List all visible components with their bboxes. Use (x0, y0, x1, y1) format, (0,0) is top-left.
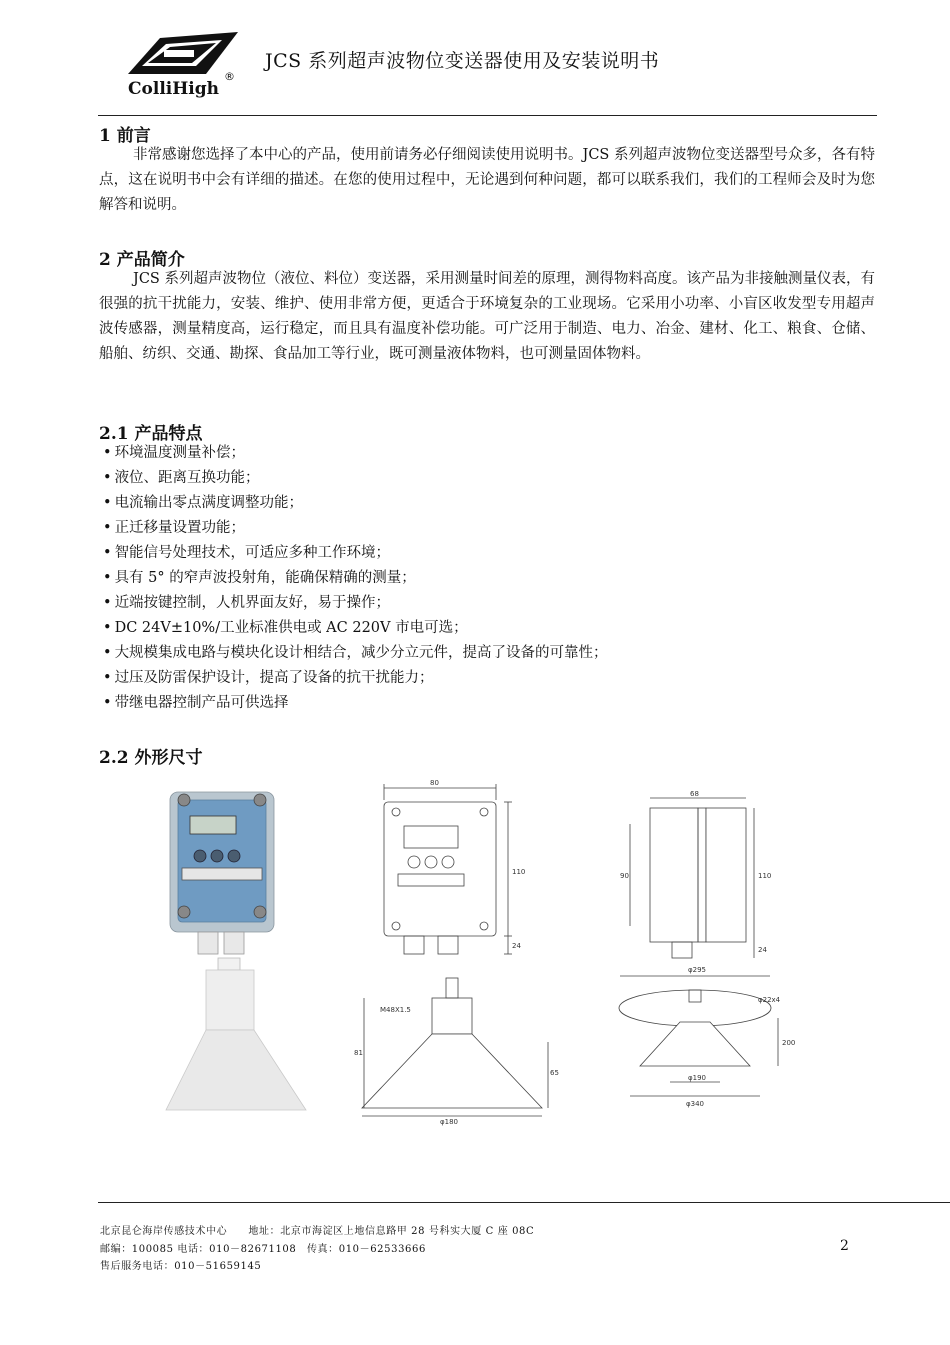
section-features-title: 2.1 产品特点 (99, 424, 203, 444)
footer-service: 售后服务电话：010－51659145 (100, 1261, 262, 1272)
footer-contact: 邮编：100085 电话：010－82671108 传真：010－62533666 (100, 1244, 426, 1255)
dim-bottom: φ340 (686, 1100, 704, 1108)
dim-front-height: 110 (512, 868, 526, 876)
list-item: • 带继电器控制产品可供选择 (103, 691, 608, 716)
dim-horn2-height: 200 (782, 1039, 796, 1047)
list-item: • 液位、距离互换功能； (103, 466, 608, 491)
dim-bolt: φ22x4 (758, 996, 781, 1004)
registered-mark: ® (224, 70, 235, 83)
dim-neck: φ190 (688, 1074, 706, 1082)
list-item: • 电流输出零点满度调整功能； (103, 491, 608, 516)
dim-front-bottom: 24 (512, 942, 521, 950)
transmitter-photo (170, 792, 274, 954)
colli-high-logo (126, 30, 241, 100)
dim-horn-dia: φ180 (440, 1118, 458, 1126)
dim-side-bottom: 24 (758, 946, 767, 954)
dimension-figure (160, 770, 810, 1130)
dim-horn-h1: 81 (354, 1049, 363, 1057)
dim-horn-h2: 65 (550, 1069, 559, 1077)
list-item: • 正迁移量设置功能； (103, 516, 608, 541)
section-intro-title: 2 产品简介 (99, 250, 185, 270)
list-item: • 大规模集成电路与模块化设计相结合，减少分立元件，提高了设备的可靠性； (103, 641, 608, 666)
section-preface-body: 非常感谢您选择了本中心的产品，使用前请务必仔细阅读使用说明书。JCS 系列超声波物位变送器型号众多，各有特点，这在说明书中会有详细的描述。在您的使用过程中，无论遇到何种问题，都可以联系我们，我们的工程师会及时为您解答和说明。 (99, 147, 875, 213)
document-title: JCS 系列超声波物位变送器使用及安装说明书 (265, 50, 660, 72)
sensor-horn-photo (166, 958, 306, 1110)
list-item: • DC 24V±10%/工业标准供电或 AC 220V 市电可选； (103, 616, 608, 641)
side-view-drawing (630, 798, 754, 958)
header-divider (98, 115, 877, 116)
section-preface-title: 1 前言 (99, 126, 151, 146)
dim-front-width: 80 (430, 779, 439, 787)
section-dimensions-title: 2.2 外形尺寸 (99, 748, 203, 768)
page-number: 2 (840, 1238, 849, 1254)
dim-side-inner: 90 (620, 872, 629, 880)
dim-side-height: 110 (758, 872, 772, 880)
footer-divider (98, 1202, 950, 1203)
logo-wordmark: ColliHigh (128, 79, 220, 99)
list-item: • 智能信号处理技术，可适应多种工作环境； (103, 541, 608, 566)
list-item: • 具有 5° 的窄声波投射角，能确保精确的测量； (103, 566, 608, 591)
list-item: • 过压及防雷保护设计，提高了设备的抗干扰能力； (103, 666, 608, 691)
footer-address: 北京昆仑海岸传感技术中心 地址：北京市海淀区上地信息路甲 28 号科实大厦 C 座 08C (100, 1226, 535, 1237)
list-item: • 环境温度测量补偿； (103, 441, 608, 466)
feature-list (103, 441, 608, 716)
dim-side-width: 68 (690, 790, 699, 798)
front-view-drawing (384, 784, 512, 954)
dim-thread: M48X1.5 (380, 1006, 411, 1014)
list-item: • 近端按键控制，人机界面友好，易于操作； (103, 591, 608, 616)
section-intro-body: JCS 系列超声波物位（液位、料位）变送器，采用测量时间差的原理，测得物料高度。该产品为非接触测量仪表，有很强的抗干扰能力，安装、维护、使用非常方便，更适合于环境复杂的工业现场。它采用小功率、小盲区收发型专用超声波传感器，测量精度高，运行稳定，而且具有温度补偿功能。可广泛用于制造、电力、冶金、建材、化工、粮食、仓储、船舶、纺织、交通、勘探、食品加工等行业，既可测量液体物料，也可测量固体物料。 (99, 271, 875, 362)
horn-drawing (362, 978, 548, 1116)
dim-flange: φ295 (688, 966, 706, 974)
